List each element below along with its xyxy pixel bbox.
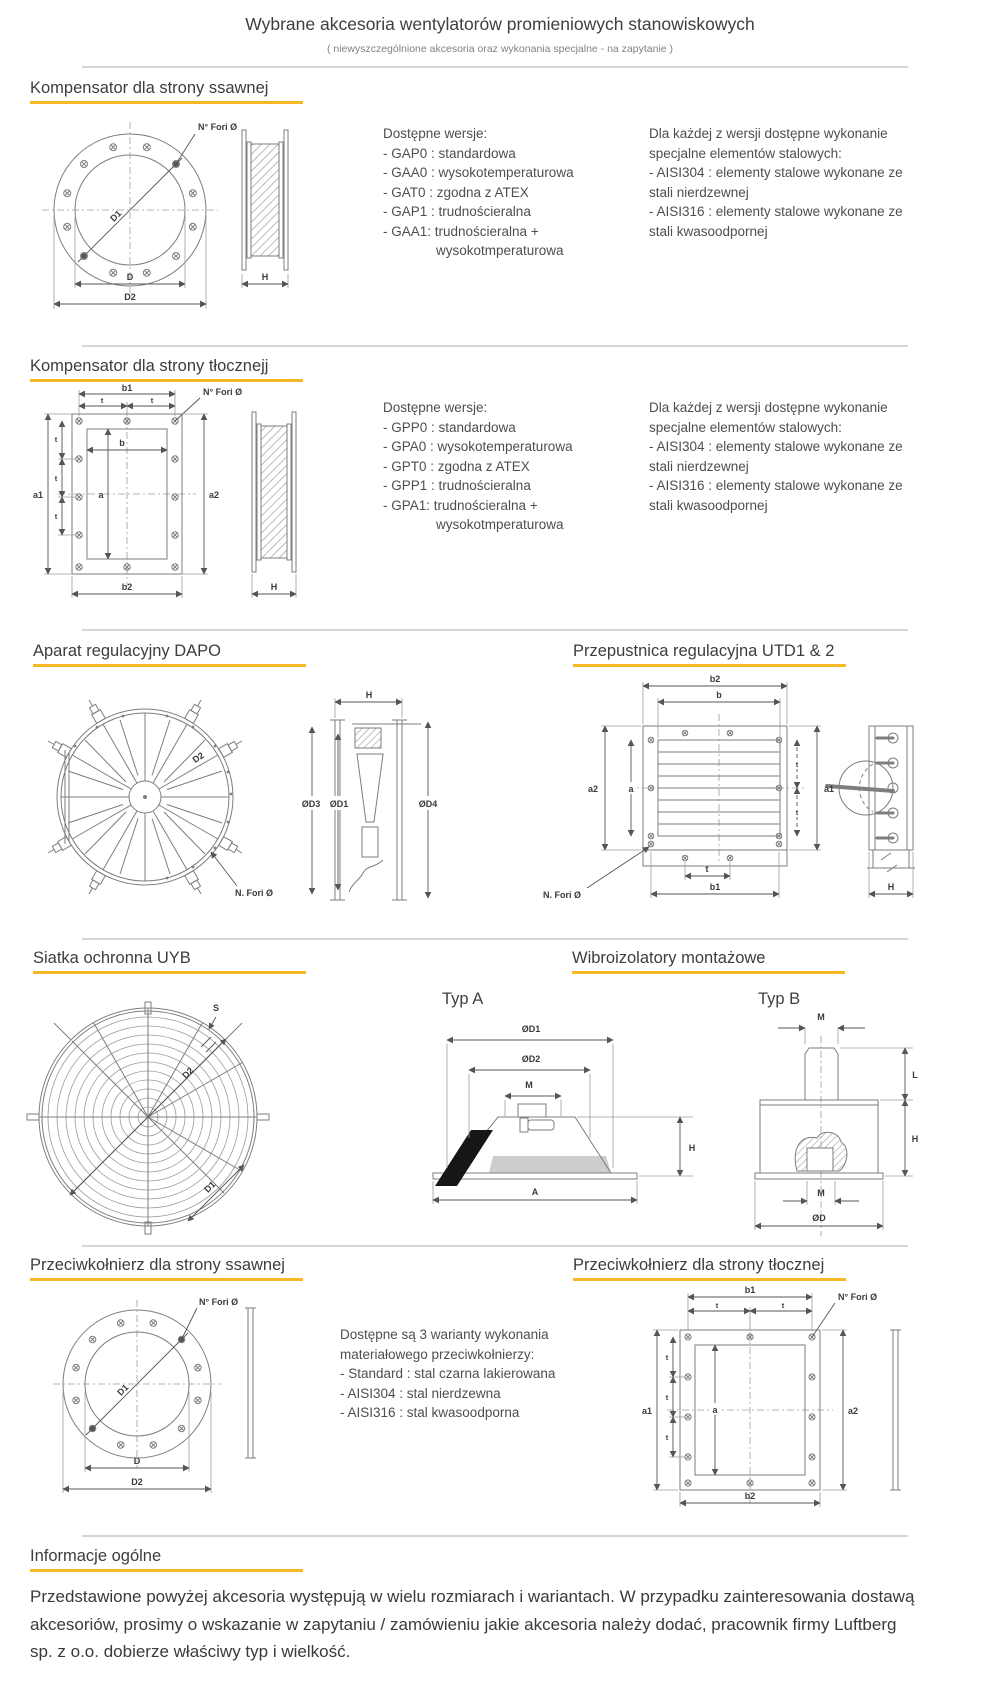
pk-ssawny-drawing bbox=[25, 1292, 305, 1512]
heading-underline bbox=[33, 971, 306, 974]
dim-label-t: t bbox=[665, 1353, 669, 1362]
kompensator-tloczny-drawing bbox=[30, 382, 320, 627]
dim-label-b2: b2 bbox=[121, 582, 133, 592]
section-heading-informacje: Informacje ogólne bbox=[30, 1547, 162, 1565]
pk-tloczny-drawing bbox=[595, 1285, 925, 1510]
heading-underline bbox=[30, 1569, 303, 1572]
dim-label-h: H bbox=[887, 882, 895, 892]
dim-label-n-fori: N° Fori Ø bbox=[838, 1292, 878, 1302]
dim-label-a2: a2 bbox=[208, 490, 220, 500]
dim-label-m2: M bbox=[817, 1188, 825, 1198]
page-subtitle: ( niewyszczególnione akcesoria oraz wykonania specjalne - na zapytanie ) bbox=[326, 43, 674, 55]
section-heading-pk-ssawny: Przeciwkołnierz dla strony ssawnej bbox=[30, 1256, 285, 1274]
dim-label-b1: b1 bbox=[709, 882, 721, 892]
dim-label-od3: ØD3 bbox=[301, 799, 321, 809]
dim-label-a: a bbox=[628, 784, 634, 794]
heading-underline bbox=[30, 1278, 303, 1281]
dim-label-t: t bbox=[54, 512, 58, 521]
dim-label-d1: D1 bbox=[202, 1179, 218, 1195]
dim-label-a2: a2 bbox=[587, 784, 599, 794]
dim-label-t: t bbox=[100, 396, 104, 405]
heading-underline bbox=[30, 101, 303, 104]
dim-label-d2: D2 bbox=[190, 750, 206, 765]
dim-label-t: t bbox=[795, 808, 799, 817]
section-heading-dapo: Aparat regulacyjny DAPO bbox=[33, 642, 222, 660]
dim-label-n-fori: N. Fori Ø bbox=[235, 888, 273, 898]
dim-label-t: t bbox=[150, 396, 154, 405]
dim-label-t: t bbox=[54, 474, 58, 483]
dim-label-od: ØD bbox=[812, 1213, 826, 1223]
kompensator-ssawny-drawing bbox=[30, 112, 300, 312]
dim-label-d2: D2 bbox=[131, 1477, 143, 1487]
dim-label-a1: a1 bbox=[641, 1406, 653, 1416]
dim-label-b2: b2 bbox=[709, 674, 721, 684]
dim-label-a: a bbox=[98, 490, 104, 500]
dim-label-h: H bbox=[261, 272, 269, 282]
dim-label-b: b bbox=[119, 438, 125, 448]
section-heading-utd: Przepustnica regulacyjna UTD1 & 2 bbox=[573, 642, 835, 660]
dim-label-h: H bbox=[911, 1134, 919, 1144]
divider bbox=[82, 1535, 908, 1537]
section-heading-uyb: Siatka ochronna UYB bbox=[33, 949, 191, 967]
versions-list-tloczny: Dostępne wersje: - GPP0 : standardowa - GPA0 : wysokotemperaturowa - GPT0 : zgodna z ATEX - GPP1 : trudnościeralna - GPA1: trudnościeralna + wysokotmperaturowa bbox=[383, 400, 573, 532]
section-heading-kompensator-tloczny: Kompensator dla strony tłocznejj bbox=[30, 357, 269, 375]
dim-label-h: H bbox=[365, 690, 373, 700]
dim-label-n-fori: N° Fori Ø bbox=[198, 122, 238, 132]
dim-label-a2: a2 bbox=[847, 1406, 859, 1416]
section-heading-pk-tloczny: Przeciwkołnierz dla strony tłocznej bbox=[573, 1256, 825, 1274]
pk-variants-list: Dostępne są 3 warianty wykonania materiałowego przeciwkołnierzy: - Standard : stal czarna lakierowana - AISI304 : stal nierdzewna - AISI316 : stal kwasoodporna bbox=[340, 1327, 556, 1420]
dim-label-d: D bbox=[126, 272, 134, 282]
dim-label-m: M bbox=[817, 1012, 825, 1022]
dim-label-b1: b1 bbox=[121, 383, 133, 393]
dim-label-b2: b2 bbox=[744, 1491, 756, 1501]
heading-underline bbox=[572, 971, 845, 974]
dim-label-h: H bbox=[688, 1143, 696, 1153]
dim-label-l: L bbox=[912, 1070, 918, 1080]
section-heading-kompensator-ssawny: Kompensator dla strony ssawnej bbox=[30, 79, 269, 97]
divider bbox=[82, 66, 908, 68]
divider bbox=[82, 938, 908, 940]
dim-label-a1: a1 bbox=[823, 784, 835, 794]
dim-label-od1: ØD1 bbox=[521, 1024, 541, 1034]
dim-label-s: S bbox=[212, 1003, 220, 1013]
dim-label-d2: D2 bbox=[124, 292, 136, 302]
dim-label-t: t bbox=[665, 1393, 669, 1402]
divider bbox=[82, 629, 908, 631]
dim-label-od4: ØD4 bbox=[418, 799, 438, 809]
general-info-paragraph: Przedstawione powyżej akcesoria występują w wielu rozmiarach i wariantach. W przypadku zainteresowania dostawą akcesoriów, prosimy o wskazanie w zapytaniu / zamówieniu jakie akcesoria należy dodać, pracownik firmy Luftberg sp. z o.o. dobierze właściwy typ i wielkość. bbox=[30, 1587, 915, 1661]
dapo-drawing bbox=[15, 672, 455, 922]
dim-label-t: t bbox=[705, 864, 709, 874]
dim-label-m: M bbox=[525, 1080, 533, 1090]
dim-label-a: A bbox=[531, 1187, 539, 1197]
dim-label-n-fori: N. Fori Ø bbox=[543, 890, 581, 900]
dim-label-t: t bbox=[54, 435, 58, 444]
dim-label-b: b bbox=[716, 690, 722, 700]
heading-underline bbox=[573, 1278, 846, 1281]
steel-note-tloczny: Dla każdej z wersji dostępne wykonanie specjalne elementów stalowych: - AISI304 : elementy stalowe wykonane ze stali nierdzewnej - AISI316 : elementy stalowe wykonane ze stali kwasoodpornej bbox=[649, 400, 903, 513]
section-heading-wibroizolatory: Wibroizolatory montażowe bbox=[572, 949, 766, 967]
dim-label-b1: b1 bbox=[744, 1285, 756, 1295]
dim-label-od2: ØD2 bbox=[521, 1054, 541, 1064]
dim-label-h: H bbox=[270, 582, 278, 592]
divider bbox=[82, 345, 908, 347]
page-title: Wybrane akcesoria wentylatorów promieniowych stanowiskowych bbox=[245, 14, 755, 34]
wibroizolator-typ-a-drawing bbox=[405, 1018, 705, 1210]
dim-label-t: t bbox=[665, 1433, 669, 1442]
dim-label-d1: D1 bbox=[115, 1382, 131, 1398]
dim-label-d: D bbox=[133, 1456, 141, 1466]
dim-label-a1: a1 bbox=[32, 490, 44, 500]
utd-drawing bbox=[525, 668, 925, 918]
dim-label-t: t bbox=[715, 1301, 719, 1310]
heading-underline bbox=[573, 664, 846, 667]
steel-note-ssawny: Dla każdej z wersji dostępne wykonanie specjalne elementów stalowych: - AISI304 : elementy stalowe wykonane ze stali nierdzewnej - AISI316 : elementy stalowe wykonane ze stali kwasoodpornej bbox=[649, 126, 903, 239]
dim-label-d1: D1 bbox=[108, 208, 124, 224]
dim-label-t: t bbox=[795, 760, 799, 769]
divider bbox=[82, 1245, 908, 1247]
dim-label-a: a bbox=[712, 1405, 718, 1415]
uyb-grille-drawing bbox=[18, 995, 308, 1245]
wibroizolator-typ-b-drawing bbox=[745, 1008, 935, 1243]
dim-label-d2: D2 bbox=[180, 1065, 196, 1081]
dim-label-n-fori: N° Fori Ø bbox=[203, 387, 243, 397]
dim-label-od1: ØD1 bbox=[329, 799, 349, 809]
heading-underline bbox=[33, 664, 306, 667]
typ-a-label: Typ A bbox=[442, 990, 484, 1008]
versions-list-ssawny: Dostępne wersje: - GAP0 : standardowa - GAA0 : wysokotemperaturowa - GAT0 : zgodna z ATEX - GAP1 : trudnościeralna - GAA1: trudnościeralna + wysokotmperaturowa bbox=[383, 126, 574, 258]
dim-label-n-fori: N° Fori Ø bbox=[199, 1297, 239, 1307]
dim-label-t: t bbox=[781, 1301, 785, 1310]
typ-b-label: Typ B bbox=[758, 990, 801, 1008]
